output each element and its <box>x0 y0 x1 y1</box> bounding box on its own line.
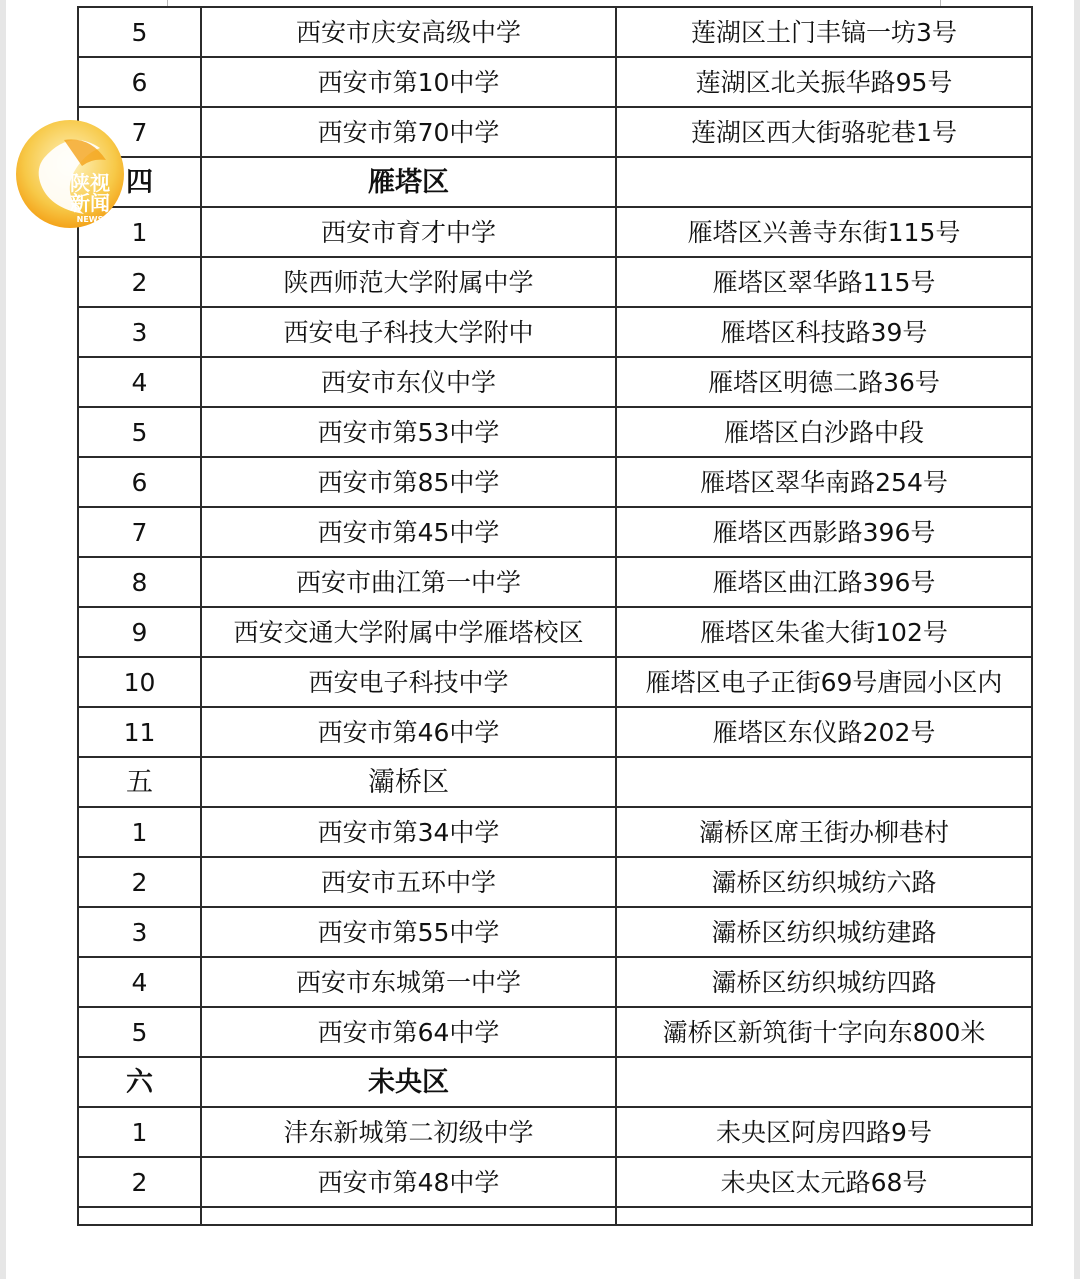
school-address-cell: 莲湖区北关振华路95号 <box>616 57 1032 107</box>
school-row <box>78 607 1032 657</box>
school-row <box>78 107 1032 157</box>
logo-text-line1: 陕视 <box>70 171 110 195</box>
school-name-cell: 西安市曲江第一中学 <box>201 557 616 607</box>
school-address-cell: 雁塔区科技路39号 <box>616 307 1032 357</box>
school-name-cell: 西安市第64中学 <box>201 1007 616 1057</box>
district-header-row <box>78 157 1032 207</box>
school-address-cell: 雁塔区翠华南路254号 <box>616 457 1032 507</box>
school-name-cell: 西安市第45中学 <box>201 507 616 557</box>
school-address-cell: 未央区太元路68号 <box>616 1157 1032 1207</box>
school-address-cell: 雁塔区西影路396号 <box>616 507 1032 557</box>
school-name-cell: 西安市庆安高级中学 <box>201 7 616 57</box>
row-number-cell: 11 <box>78 707 201 757</box>
district-header-row <box>78 1057 1032 1107</box>
district-name-cell: 灞桥区 <box>201 757 616 807</box>
school-row <box>78 907 1032 957</box>
school-address-cell: 雁塔区朱雀大街102号 <box>616 607 1032 657</box>
school-address-cell: 灞桥区纺织城纺四路 <box>616 957 1032 1007</box>
district-number-cell: 五 <box>78 757 201 807</box>
row-number-cell: 6 <box>78 57 201 107</box>
school-address-cell: 雁塔区翠华路115号 <box>616 257 1032 307</box>
school-list-table <box>77 6 1033 1226</box>
school-address-cell: 雁塔区白沙路中段 <box>616 407 1032 457</box>
school-name-cell: 陕西师范大学附属中学 <box>201 257 616 307</box>
row-number-cell: 7 <box>78 507 201 557</box>
row-number-cell: 1 <box>78 207 201 257</box>
school-name-cell: 西安交通大学附属中学雁塔校区 <box>201 607 616 657</box>
school-name-cell: 西安市第53中学 <box>201 407 616 457</box>
school-row <box>78 307 1032 357</box>
school-address-cell: 莲湖区土门丰镐一坊3号 <box>616 7 1032 57</box>
school-row <box>78 257 1032 307</box>
row-number-cell: 2 <box>78 857 201 907</box>
school-row <box>78 857 1032 907</box>
row-number-cell: 4 <box>78 957 201 1007</box>
district-number-cell: 四 <box>78 157 201 207</box>
school-address-cell: 灞桥区纺织城纺六路 <box>616 857 1032 907</box>
school-row <box>78 207 1032 257</box>
school-name-cell: 西安市东城第一中学 <box>201 957 616 1007</box>
partial-row-cell <box>78 1207 201 1225</box>
district-name-cell: 未央区 <box>201 1057 616 1107</box>
school-name-cell: 西安市第70中学 <box>201 107 616 157</box>
school-row <box>78 657 1032 707</box>
district-name-cell: 雁塔区 <box>201 157 616 207</box>
school-address-cell: 雁塔区东仪路202号 <box>616 707 1032 757</box>
school-address-cell <box>616 757 1032 807</box>
school-row <box>78 957 1032 1007</box>
school-name-cell: 西安电子科技大学附中 <box>201 307 616 357</box>
school-row <box>78 707 1032 757</box>
row-number-cell: 9 <box>78 607 201 657</box>
shaanxi-tv-news-logo <box>14 118 126 230</box>
school-address-cell: 雁塔区兴善寺东街115号 <box>616 207 1032 257</box>
school-list-table-wrapper <box>77 6 1031 1226</box>
school-address-cell: 灞桥区纺织城纺建路 <box>616 907 1032 957</box>
row-number-cell: 10 <box>78 657 201 707</box>
row-number-cell: 2 <box>78 1157 201 1207</box>
school-name-cell: 西安市育才中学 <box>201 207 616 257</box>
school-name-cell: 西安市第85中学 <box>201 457 616 507</box>
school-row <box>78 1157 1032 1207</box>
school-row <box>78 1007 1032 1057</box>
logo-text-line2: 新闻 <box>70 191 110 215</box>
row-number-cell: 4 <box>78 357 201 407</box>
row-number-cell: 3 <box>78 907 201 957</box>
school-address-cell: 灞桥区席王街办柳巷村 <box>616 807 1032 857</box>
row-number-cell: 1 <box>78 1107 201 1157</box>
school-row <box>78 7 1032 57</box>
school-name-cell: 西安电子科技中学 <box>201 657 616 707</box>
school-address-cell: 莲湖区西大街骆驼巷1号 <box>616 107 1032 157</box>
row-number-cell: 2 <box>78 257 201 307</box>
row-number-cell: 7 <box>78 107 201 157</box>
district-header-row <box>78 757 1032 807</box>
school-row <box>78 357 1032 407</box>
right-frame-edge <box>1074 0 1080 1279</box>
logo-text-line3: NEWS <box>76 215 104 224</box>
school-name-cell: 西安市第46中学 <box>201 707 616 757</box>
school-row <box>78 407 1032 457</box>
row-number-cell: 5 <box>78 1007 201 1057</box>
school-name-cell: 西安市第34中学 <box>201 807 616 857</box>
row-number-cell: 3 <box>78 307 201 357</box>
school-row <box>78 557 1032 607</box>
row-number-cell: 5 <box>78 7 201 57</box>
school-address-cell: 雁塔区电子正街69号唐园小区内 <box>616 657 1032 707</box>
school-name-cell: 西安市第48中学 <box>201 1157 616 1207</box>
row-number-cell: 5 <box>78 407 201 457</box>
school-name-cell: 西安市东仪中学 <box>201 357 616 407</box>
school-address-cell <box>616 157 1032 207</box>
school-name-cell: 沣东新城第二初级中学 <box>201 1107 616 1157</box>
school-address-cell: 灞桥区新筑街十字向东800米 <box>616 1007 1032 1057</box>
row-number-cell: 6 <box>78 457 201 507</box>
left-frame-edge <box>0 0 6 1279</box>
school-name-cell: 西安市第55中学 <box>201 907 616 957</box>
school-row <box>78 807 1032 857</box>
partial-row-cell <box>201 1207 616 1225</box>
school-address-cell: 雁塔区明德二路36号 <box>616 357 1032 407</box>
partial-row <box>78 1207 1032 1225</box>
school-row <box>78 507 1032 557</box>
school-name-cell: 西安市五环中学 <box>201 857 616 907</box>
school-row <box>78 457 1032 507</box>
district-number-cell: 六 <box>78 1057 201 1107</box>
school-row <box>78 1107 1032 1157</box>
school-name-cell: 西安市第10中学 <box>201 57 616 107</box>
school-address-cell: 未央区阿房四路9号 <box>616 1107 1032 1157</box>
row-number-cell: 1 <box>78 807 201 857</box>
row-number-cell: 8 <box>78 557 201 607</box>
school-address-cell: 雁塔区曲江路396号 <box>616 557 1032 607</box>
partial-row-cell <box>616 1207 1032 1225</box>
school-row <box>78 57 1032 107</box>
table-body <box>78 7 1032 1225</box>
school-address-cell <box>616 1057 1032 1107</box>
